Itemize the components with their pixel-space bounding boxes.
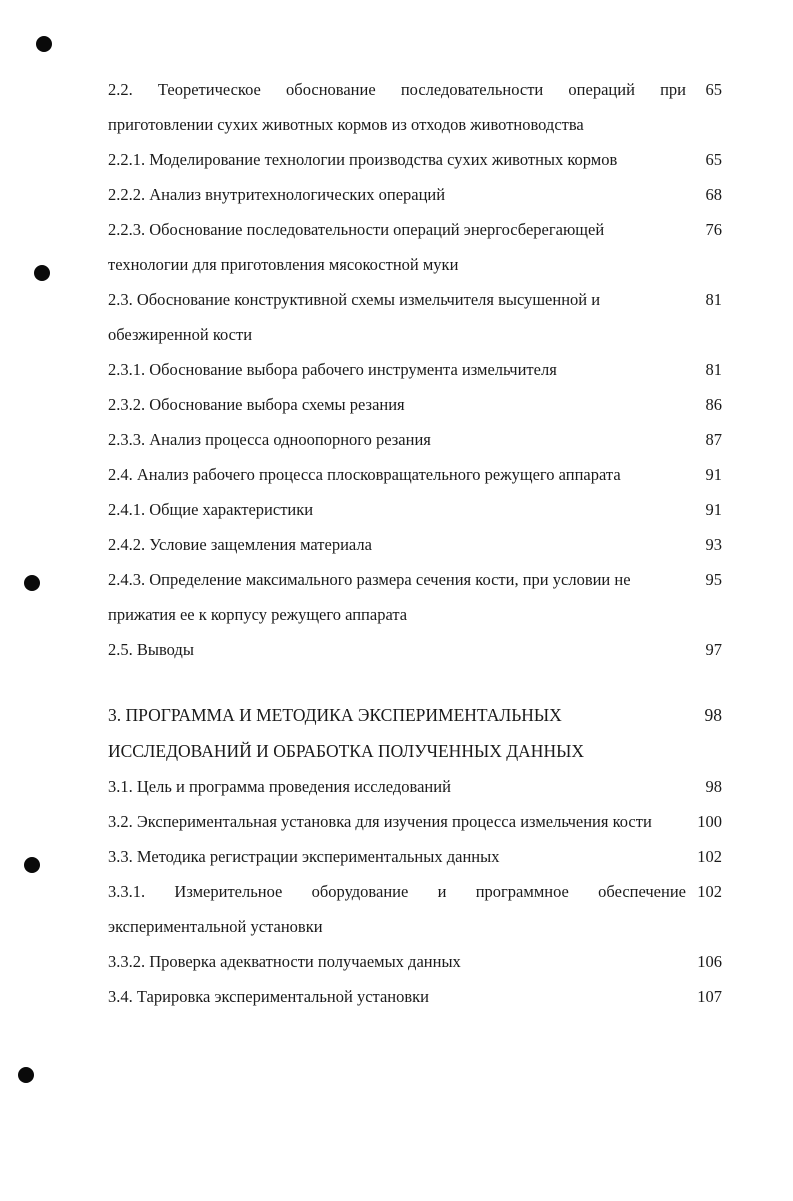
toc-entry[interactable] (108, 527, 728, 562)
binder-hole-mark (24, 857, 40, 873)
toc-entry-title: 3.3. Методика регистрации экспериментальных данных (108, 847, 500, 866)
toc-entry-title: 2.4.1. Общие характеристики (108, 500, 314, 519)
toc-entry-title: 3.1. Цель и программа проведения исследований (108, 777, 451, 796)
binder-hole-mark (36, 36, 52, 52)
toc-entry[interactable] (108, 457, 728, 492)
toc-entry-title: 2.5. Выводы (108, 640, 194, 659)
toc-entry-title: 3.3.2. Проверка адекватности получаемых данных (108, 952, 461, 971)
toc-entry[interactable] (108, 177, 728, 212)
toc-entry[interactable] (108, 422, 728, 457)
toc-entry-page: 93 (705, 535, 722, 554)
toc-entry-page: 65 (705, 80, 722, 99)
binder-hole-mark (24, 575, 40, 591)
toc-entry[interactable] (108, 839, 728, 874)
toc-entry-page: 87 (705, 430, 722, 449)
toc-entry-title: 2.2. Теоретическое обоснование последовательности операций при приготовлении сухих животных кормов из отходов животноводства (108, 80, 686, 134)
toc-entry[interactable] (108, 632, 728, 667)
toc-entry-title: 2.4.2. Условие защемления материала (108, 535, 372, 554)
toc-entry[interactable] (108, 352, 728, 387)
toc-entry-page: 102 (697, 847, 722, 866)
toc-entry-title: 2.3.1. Обоснование выбора рабочего инструмента измельчителя (108, 360, 557, 379)
toc-entry-page: 86 (705, 395, 722, 414)
toc-entry-title: 3.3.1. Измерительное оборудование и программное обеспечение экспериментальной установки (108, 882, 686, 936)
toc-entry-page: 65 (705, 150, 722, 169)
toc-entry-title: 2.4.3. Определение максимального размера сечения кости, при условии не прижатия ее к корпусу режущего аппарата (108, 570, 631, 624)
binder-hole-mark (18, 1067, 34, 1083)
toc-entry-page: 98 (705, 777, 722, 796)
toc-entry-title: 2.3. Обоснование конструктивной схемы измельчителя высушенной и обезжиренной кости (108, 290, 601, 344)
toc-entry[interactable] (108, 874, 728, 944)
toc-entry-page: 102 (697, 882, 722, 901)
toc-chapter-page: 98 (704, 705, 722, 725)
toc-entry-title: 3.4. Тарировка экспериментальной установки (108, 987, 429, 1006)
toc-entry-title: 2.2.1. Моделирование технологии производства сухих животных кормов (108, 150, 618, 169)
toc-entry[interactable] (108, 979, 728, 1014)
toc-entry-title: 3.2. Экспериментальная установка для изучения процесса измельчения кости (108, 812, 652, 831)
toc-entry[interactable] (108, 142, 728, 177)
toc-entry-title: 2.2.3. Обоснование последовательности операций энергосберегающей технологии для приготовления мясокостной муки (108, 220, 605, 274)
toc-entry-page: 97 (705, 640, 722, 659)
toc-entry[interactable] (108, 212, 728, 282)
toc-entry-page: 95 (705, 570, 722, 589)
toc-entry[interactable] (108, 562, 728, 632)
toc-entry-page: 100 (697, 812, 722, 831)
toc-entry-page: 81 (705, 360, 722, 379)
toc-entry-page: 107 (697, 987, 722, 1006)
toc-entry[interactable] (108, 387, 728, 422)
toc-entry-page: 106 (697, 952, 722, 971)
toc-chapter-title: 3. ПРОГРАММА И МЕТОДИКА ЭКСПЕРИМЕНТАЛЬНЫХ ИССЛЕДОВАНИЙ И ОБРАБОТКА ПОЛУЧЕННЫХ ДАННЫХ (108, 705, 584, 761)
toc-entry-title: 2.3.3. Анализ процесса одноопорного резания (108, 430, 431, 449)
toc-entry[interactable] (108, 72, 728, 142)
toc-entry[interactable] (108, 769, 728, 804)
toc-entry[interactable] (108, 492, 728, 527)
binder-hole-mark (34, 265, 50, 281)
toc-entry[interactable] (108, 944, 728, 979)
toc-entry-title: 2.3.2. Обоснование выбора схемы резания (108, 395, 405, 414)
toc-entry-page: 81 (705, 290, 722, 309)
toc-entry-title: 2.4. Анализ рабочего процесса плосковращательного режущего аппарата (108, 465, 621, 484)
toc-entry-page: 91 (705, 465, 722, 484)
toc-entry[interactable] (108, 282, 728, 352)
table-of-contents (108, 72, 728, 1014)
toc-entry-page: 68 (705, 185, 722, 204)
toc-entry-title: 2.2.2. Анализ внутритехнологических операций (108, 185, 446, 204)
toc-entry[interactable] (108, 804, 728, 839)
toc-entry-page: 76 (705, 220, 722, 239)
toc-entry-page: 91 (705, 500, 722, 519)
toc-chapter-entry[interactable] (108, 697, 728, 769)
